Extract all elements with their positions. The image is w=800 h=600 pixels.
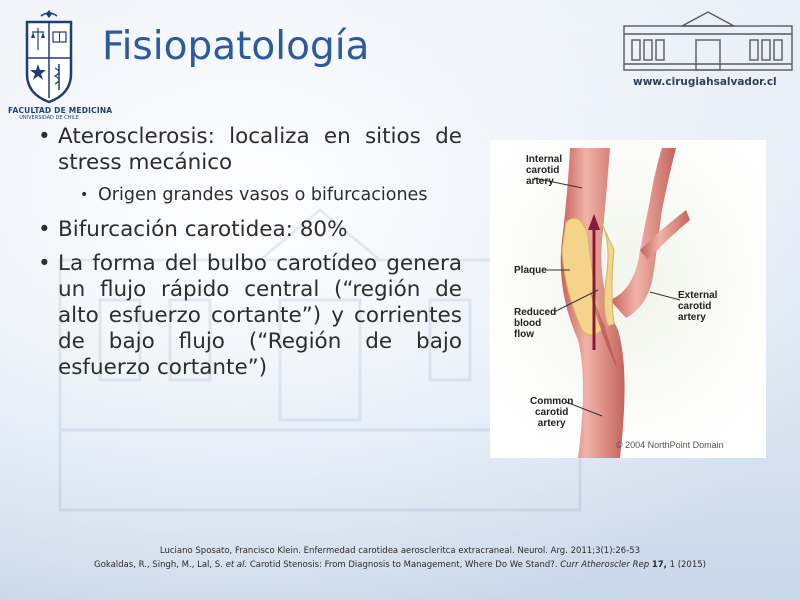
faculty-crest <box>8 8 113 121</box>
label-line: flow <box>514 329 534 340</box>
label-line: artery <box>526 176 554 187</box>
reference-2-journal: Curr Atheroscler Rep <box>560 560 650 570</box>
bullet-item: • Aterosclerosis: localiza en sitios de stress mecánico <box>36 124 462 176</box>
reference-2-authors: Gokaldas, R., Singh, M., Lal, S. <box>94 560 226 570</box>
reference-2-issue: 1 (2015) <box>666 560 706 570</box>
references <box>0 544 800 572</box>
reference-1: Luciano Sposato, Francisco Klein. Enfermedad carotidea aeroscleritca extracraneal. Neurol. Arg. 2011;3(1):26-53 <box>159 546 641 556</box>
bullet-item: • Bifurcación carotidea: 80% <box>36 217 462 243</box>
reference-2 <box>0 558 800 572</box>
slide-title: Fisiopatología <box>102 24 370 69</box>
sub-bullet-item: • Origen grandes vasos o bifurcaciones <box>76 184 462 207</box>
label-line: artery <box>678 312 706 323</box>
reference-2-volume: 17, <box>651 560 667 570</box>
label-reduced-blood-flow <box>514 307 556 340</box>
label-internal-carotid <box>526 154 562 187</box>
label-line: artery <box>537 418 566 429</box>
label-line: External <box>678 290 718 301</box>
reference-2-etal: et al. <box>225 560 248 570</box>
diagram-copyright: © 2004 NorthPoint Domain <box>616 440 724 450</box>
label-common-carotid <box>530 396 573 429</box>
faculty-name: FACULTAD DE MEDICINA <box>8 106 113 115</box>
reference-2-title: Carotid Stenosis: From Diagnosis to Management, Where Do We Stand?. <box>247 560 561 570</box>
label-line: carotid <box>526 165 560 176</box>
label-external-carotid <box>678 290 717 323</box>
label-line: Internal <box>526 154 563 165</box>
label-plaque: Plaque <box>514 265 547 276</box>
label-line: Reduced <box>514 307 557 318</box>
crest-shield-icon <box>21 8 77 104</box>
label-line: Common <box>530 396 574 407</box>
label-line: carotid <box>678 301 712 312</box>
label-line: blood <box>514 318 542 329</box>
carotid-artery-diagram <box>490 140 766 458</box>
hospital-building-logo <box>620 8 796 74</box>
website-url: www.cirugiahsalvador.cl <box>633 76 777 88</box>
university-name: UNIVERSIDAD DE CHILE <box>19 115 79 121</box>
label-line: carotid <box>535 407 569 418</box>
bullet-list <box>36 124 462 389</box>
bullet-item: • La forma del bulbo carotídeo genera un flujo rápido central (“región de alto esfuerzo cortante”) y corrientes de bajo flujo (“Región de bajo esfuerzo cortante”) <box>36 251 462 381</box>
